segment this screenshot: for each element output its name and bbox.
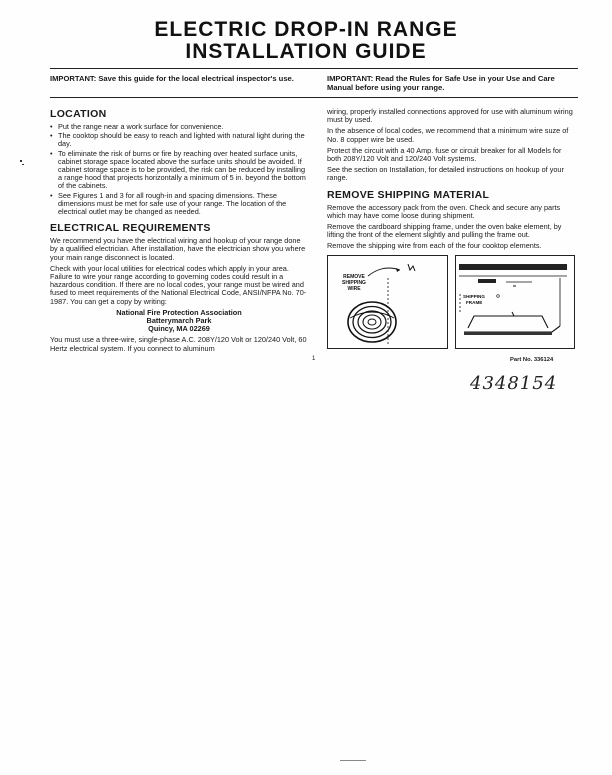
figure-label-line: WIRE [347, 286, 361, 292]
figure-shipping-frame [455, 255, 575, 349]
figure-label-line: SHIPPING [342, 280, 366, 286]
document-title-line1: ELECTRIC DROP-IN RANGE [154, 18, 458, 41]
list-item: • To eliminate the risk of burns or fire by reaching over heated surface units, cabinet storage space located above the surface units should be avoided. If cabinet storage space is to be provided, the risk can be reduced by installing a range hood that projects horizontally a minimum of 5 in. beyond the bottom of the cabinets. [50, 150, 308, 191]
right-column [327, 108, 577, 254]
location-heading: LOCATION [50, 108, 107, 120]
list-item: • See Figures 1 and 3 for all rough-in and spacing dimensions. These dimensions must be met for safe use of your range. The location of the electrical outlet may be changed as needed. [50, 192, 308, 217]
paragraph: Remove the accessory pack from the oven. Check and secure any parts which may have come loose during shipment. [327, 202, 561, 220]
paragraph: Remove the shipping wire from each of the four cooktop elements. [327, 241, 542, 251]
paragraph: wiring, properly installed connections approved for use with aluminum wiring must by used. [327, 107, 573, 125]
scan-mark [22, 164, 24, 165]
section-rule [50, 97, 578, 98]
paragraph: In the absence of local codes, we recommend that a minimum wire suze of No. 8 copper wire be used. [327, 126, 569, 144]
cooktop-element-drawing [328, 256, 447, 348]
list-item: • The cooktop should be easy to reach and lighted with natural light during the day. [50, 132, 308, 148]
figure-label-line: REMOVE [343, 274, 365, 280]
handwritten-number: 4348154 [470, 373, 558, 394]
page-number: 1 [312, 356, 316, 362]
scan-mark [340, 760, 366, 761]
left-column [50, 108, 308, 356]
address-line: Quincy, MA 02269 [148, 324, 210, 334]
shipping-heading: REMOVE SHIPPING MATERIAL [327, 188, 490, 201]
figure-shipping-wire [327, 255, 448, 349]
electrical-heading: ELECTRICAL REQUIREMENTS [50, 222, 211, 235]
paragraph: Protect the circuit with a 40 Amp. fuse or circuit breaker for all Models for both 208Y/120 Volt and 120/240 Volt systems. [327, 145, 562, 164]
figures-area [327, 255, 575, 349]
address-line: Batterymarch Park [146, 316, 212, 326]
paragraph: You must use a three-wire, single-phase A.C. 208Y/120 Volt or 120/240 Volt, 60 Hertz electrical system. If you connect to aluminum [50, 335, 307, 353]
part-number: Part No. 336124 [510, 357, 554, 363]
scan-mark [20, 160, 22, 162]
paragraph: See the section on Installation, for detailed instructions on hookup of your range. [327, 165, 564, 183]
document-title-line2: INSTALLATION GUIDE [185, 40, 427, 63]
important-note-right: IMPORTANT: Read the Rules for Safe Use in your Use and Care Manual before using your range. [327, 74, 555, 92]
important-note-left: IMPORTANT: Save this guide for the local electrical inspector's use. [50, 74, 294, 83]
paragraph: Check with your local utilities for electrical codes which apply in your area. Failure to wire your range according to governing codes could result in a hazardous condition. If there are no local codes, your range must be wired and fused to meet requirements of the National Electrical Code, ANSI/NFPA No. 70-1987. You can get a copy by writing: [50, 263, 307, 306]
oven-frame-drawing [456, 256, 574, 348]
address-line: National Fire Protection Association [116, 307, 242, 317]
location-list [50, 123, 308, 216]
figure-label-line: SHIPPING [463, 294, 485, 299]
header-rule [50, 68, 578, 69]
list-item: • Put the range near a work surface for convenience. [50, 123, 308, 131]
paragraph: Remove the cardboard shipping frame, under the oven bake element, by lifting the front of the element slightly and pulling the frame out. [327, 222, 562, 240]
figure-label-line: FRAME [466, 300, 483, 305]
paragraph: We recommend you have the electrical wiring and hookup of your range done by a qualified electrician. After installation, have the electrician show you where your main range disconnect is located. [50, 236, 306, 262]
